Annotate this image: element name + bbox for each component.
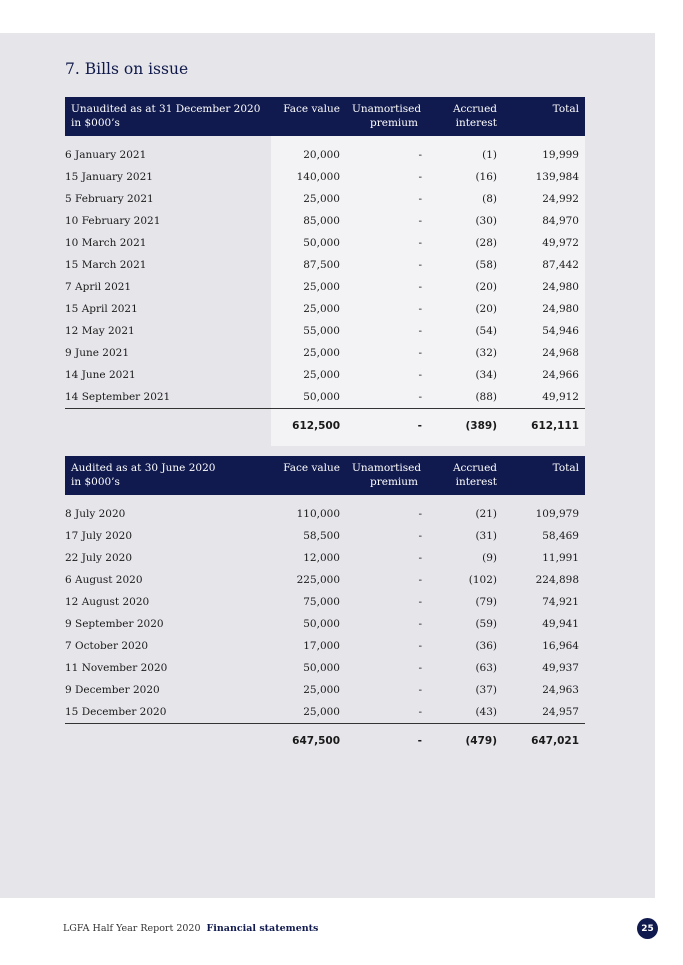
table-row: 17 July 2020 58,500 - (31) 58,469 [65, 530, 579, 542]
page-footer [63, 923, 318, 934]
footer-report-title: LGFA Half Year Report 2020 [63, 923, 201, 934]
premium-header: Unamortised premium [346, 97, 424, 136]
bills-table-dec-2020 [65, 97, 585, 440]
table-row: 5 February 2021 25,000 - (8) 24,992 [65, 193, 579, 205]
table-row: 6 August 2020 225,000 - (102) 224,898 [65, 574, 579, 586]
page-number-badge: 25 [637, 918, 658, 939]
period-label: Unaudited as at 31 December 2020 [71, 103, 261, 115]
period-label: Audited as at 30 June 2020 [71, 462, 216, 474]
total-header: Total [503, 97, 585, 136]
table-period-header [65, 456, 271, 495]
table-row: 8 July 2020 110,000 - (21) 109,979 [65, 508, 579, 520]
table-row: 22 July 2020 12,000 - (9) 11,991 [65, 552, 579, 564]
face-value-header: Face value [271, 97, 346, 136]
table-row: 12 May 2021 55,000 - (54) 54,946 [65, 325, 579, 337]
bills-table-jun-2020 [65, 456, 585, 755]
table-row: 9 June 2021 25,000 - (32) 24,968 [65, 347, 579, 359]
table-row: 15 April 2021 25,000 - (20) 24,980 [65, 303, 579, 315]
table-row: 15 March 2021 87,500 - (58) 87,442 [65, 259, 579, 271]
table-total-row: 647,500 - (479) 647,021 [65, 724, 585, 756]
face-value-header: Face value [271, 456, 346, 495]
total-header: Total [503, 456, 585, 495]
bills-table [65, 97, 585, 440]
table-row: 10 February 2021 85,000 - (30) 84,970 [65, 215, 579, 227]
table-row: 7 April 2021 25,000 - (20) 24,980 [65, 281, 579, 293]
units-label: in $000’s [71, 476, 120, 488]
bills-table [65, 456, 585, 755]
section-title: 7. Bills on issue [65, 60, 189, 78]
table-row: 15 January 2021 140,000 - (16) 139,984 [65, 171, 579, 183]
table-header-row [65, 97, 585, 136]
table-row: 6 January 2021 20,000 - (1) 19,999 [65, 149, 579, 161]
table-header-row [65, 456, 585, 495]
interest-header: Accrued interest [424, 97, 503, 136]
table-row: 15 December 2020 25,000 - (43) 24,957 [65, 706, 579, 718]
table-row: 12 August 2020 75,000 - (79) 74,921 [65, 596, 579, 608]
interest-header: Accrued interest [424, 456, 503, 495]
table-row: 9 September 2020 50,000 - (59) 49,941 [65, 618, 579, 630]
footer-section-name: Financial statements [206, 923, 319, 934]
table-row: 11 November 2020 50,000 - (63) 49,937 [65, 662, 579, 674]
table-row: 10 March 2021 50,000 - (28) 49,972 [65, 237, 579, 249]
table-row: 14 June 2021 25,000 - (34) 24,966 [65, 369, 579, 381]
table-total-row: 612,500 - (389) 612,111 [65, 409, 585, 441]
premium-header: Unamortised premium [346, 456, 424, 495]
table-period-header [65, 97, 271, 136]
table-row: 7 October 2020 17,000 - (36) 16,964 [65, 640, 579, 652]
units-label: in $000’s [71, 117, 120, 129]
table-row: 9 December 2020 25,000 - (37) 24,963 [65, 684, 579, 696]
table-row: 14 September 2021 50,000 - (88) 49,912 [65, 391, 579, 403]
